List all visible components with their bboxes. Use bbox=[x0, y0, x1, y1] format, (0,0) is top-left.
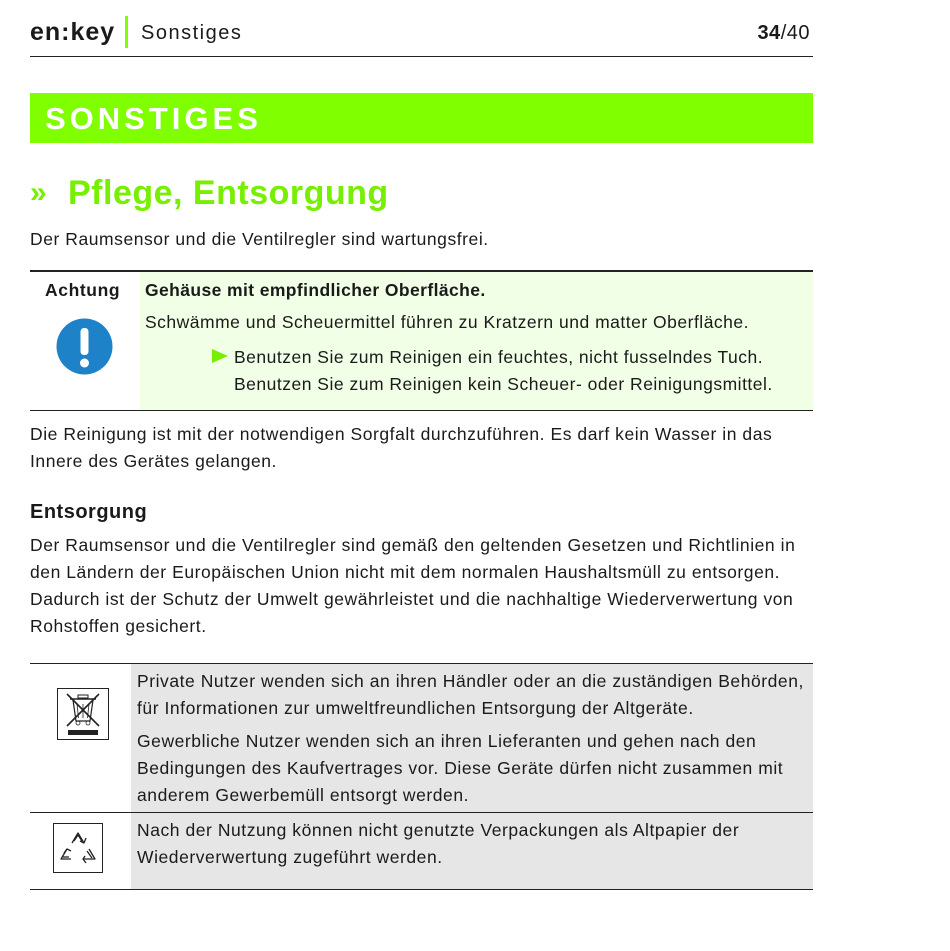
packaging-text: Nach der Nutzung können nicht genutzte Verpackungen als Altpapier der Wiederverwertung zugeführt werden. bbox=[137, 820, 740, 867]
cleaning-text: Die Reinigung ist mit der notwendigen Sorgfalt durchzuführen. Es darf kein Wasser in das Innere des Gerätes gelangen. bbox=[30, 424, 773, 471]
disposal-row bbox=[30, 812, 813, 890]
caution-label: Achtung bbox=[45, 280, 121, 300]
caution-title: Gehäuse mit empfindlicher Oberfläche. bbox=[145, 280, 486, 300]
header-divider bbox=[125, 16, 128, 48]
header-rule bbox=[30, 56, 813, 57]
heading-text: Pflege, Entsorgung bbox=[68, 174, 389, 212]
private-users-text: Private Nutzer wenden sich an ihren Händler oder an die zuständigen Behörden, für Informationen zur umweltfreundlichen Entsorgung der Altgeräte. bbox=[137, 671, 804, 718]
brand-logo: en:key bbox=[30, 18, 116, 46]
caution-step: Benutzen Sie zum Reinigen ein feuchtes, nicht fusselndes Tuch. bbox=[234, 347, 764, 367]
header-section-name: Sonstiges bbox=[141, 22, 243, 44]
disposal-text: Der Raumsensor und die Ventilregler sind gemäß den geltenden Gesetzen und Richtlinien in den Ländern der Europäischen Union nicht mit dem normalen Haushaltsmüll zu entsorgen. Dadurch ist der Schutz der Umwelt gewährleistet und die nachhaltige Wiederverwertung von Rohstoffen gesichert. bbox=[30, 535, 796, 636]
heading-marker: » bbox=[30, 176, 47, 209]
triangle-bullet-icon bbox=[210, 346, 230, 366]
caution-box bbox=[30, 270, 813, 411]
chapter-title: SONSTIGES bbox=[45, 101, 262, 136]
subheading-disposal: Entsorgung bbox=[30, 501, 148, 523]
info-exclamation-icon bbox=[56, 318, 113, 375]
crossed-bin-icon bbox=[57, 688, 109, 740]
page-current: 34 bbox=[757, 22, 781, 44]
chapter-banner bbox=[30, 93, 813, 143]
page-header bbox=[30, 14, 813, 54]
caution-text: Schwämme und Scheuermittel führen zu Kratzern und matter Oberfläche. bbox=[145, 312, 749, 332]
intro-text: Der Raumsensor und die Ventilregler sind wartungsfrei. bbox=[30, 229, 489, 249]
commercial-users-text: Gewerbliche Nutzer wenden sich an ihren Lieferanten und gehen nach den Bedingungen des Kaufvertrages vor. Diese Geräte dürfen nicht zusammen mit anderem Gewerbemüll entsorgt werden. bbox=[137, 731, 784, 805]
disposal-row bbox=[30, 663, 813, 812]
caution-steps bbox=[234, 344, 814, 398]
caution-step: Benutzen Sie zum Reinigen kein Scheuer- oder Reinigungsmittel. bbox=[234, 374, 773, 394]
page-total: /40 bbox=[780, 22, 810, 44]
page-number bbox=[757, 22, 810, 45]
recycle-icon bbox=[53, 823, 103, 873]
